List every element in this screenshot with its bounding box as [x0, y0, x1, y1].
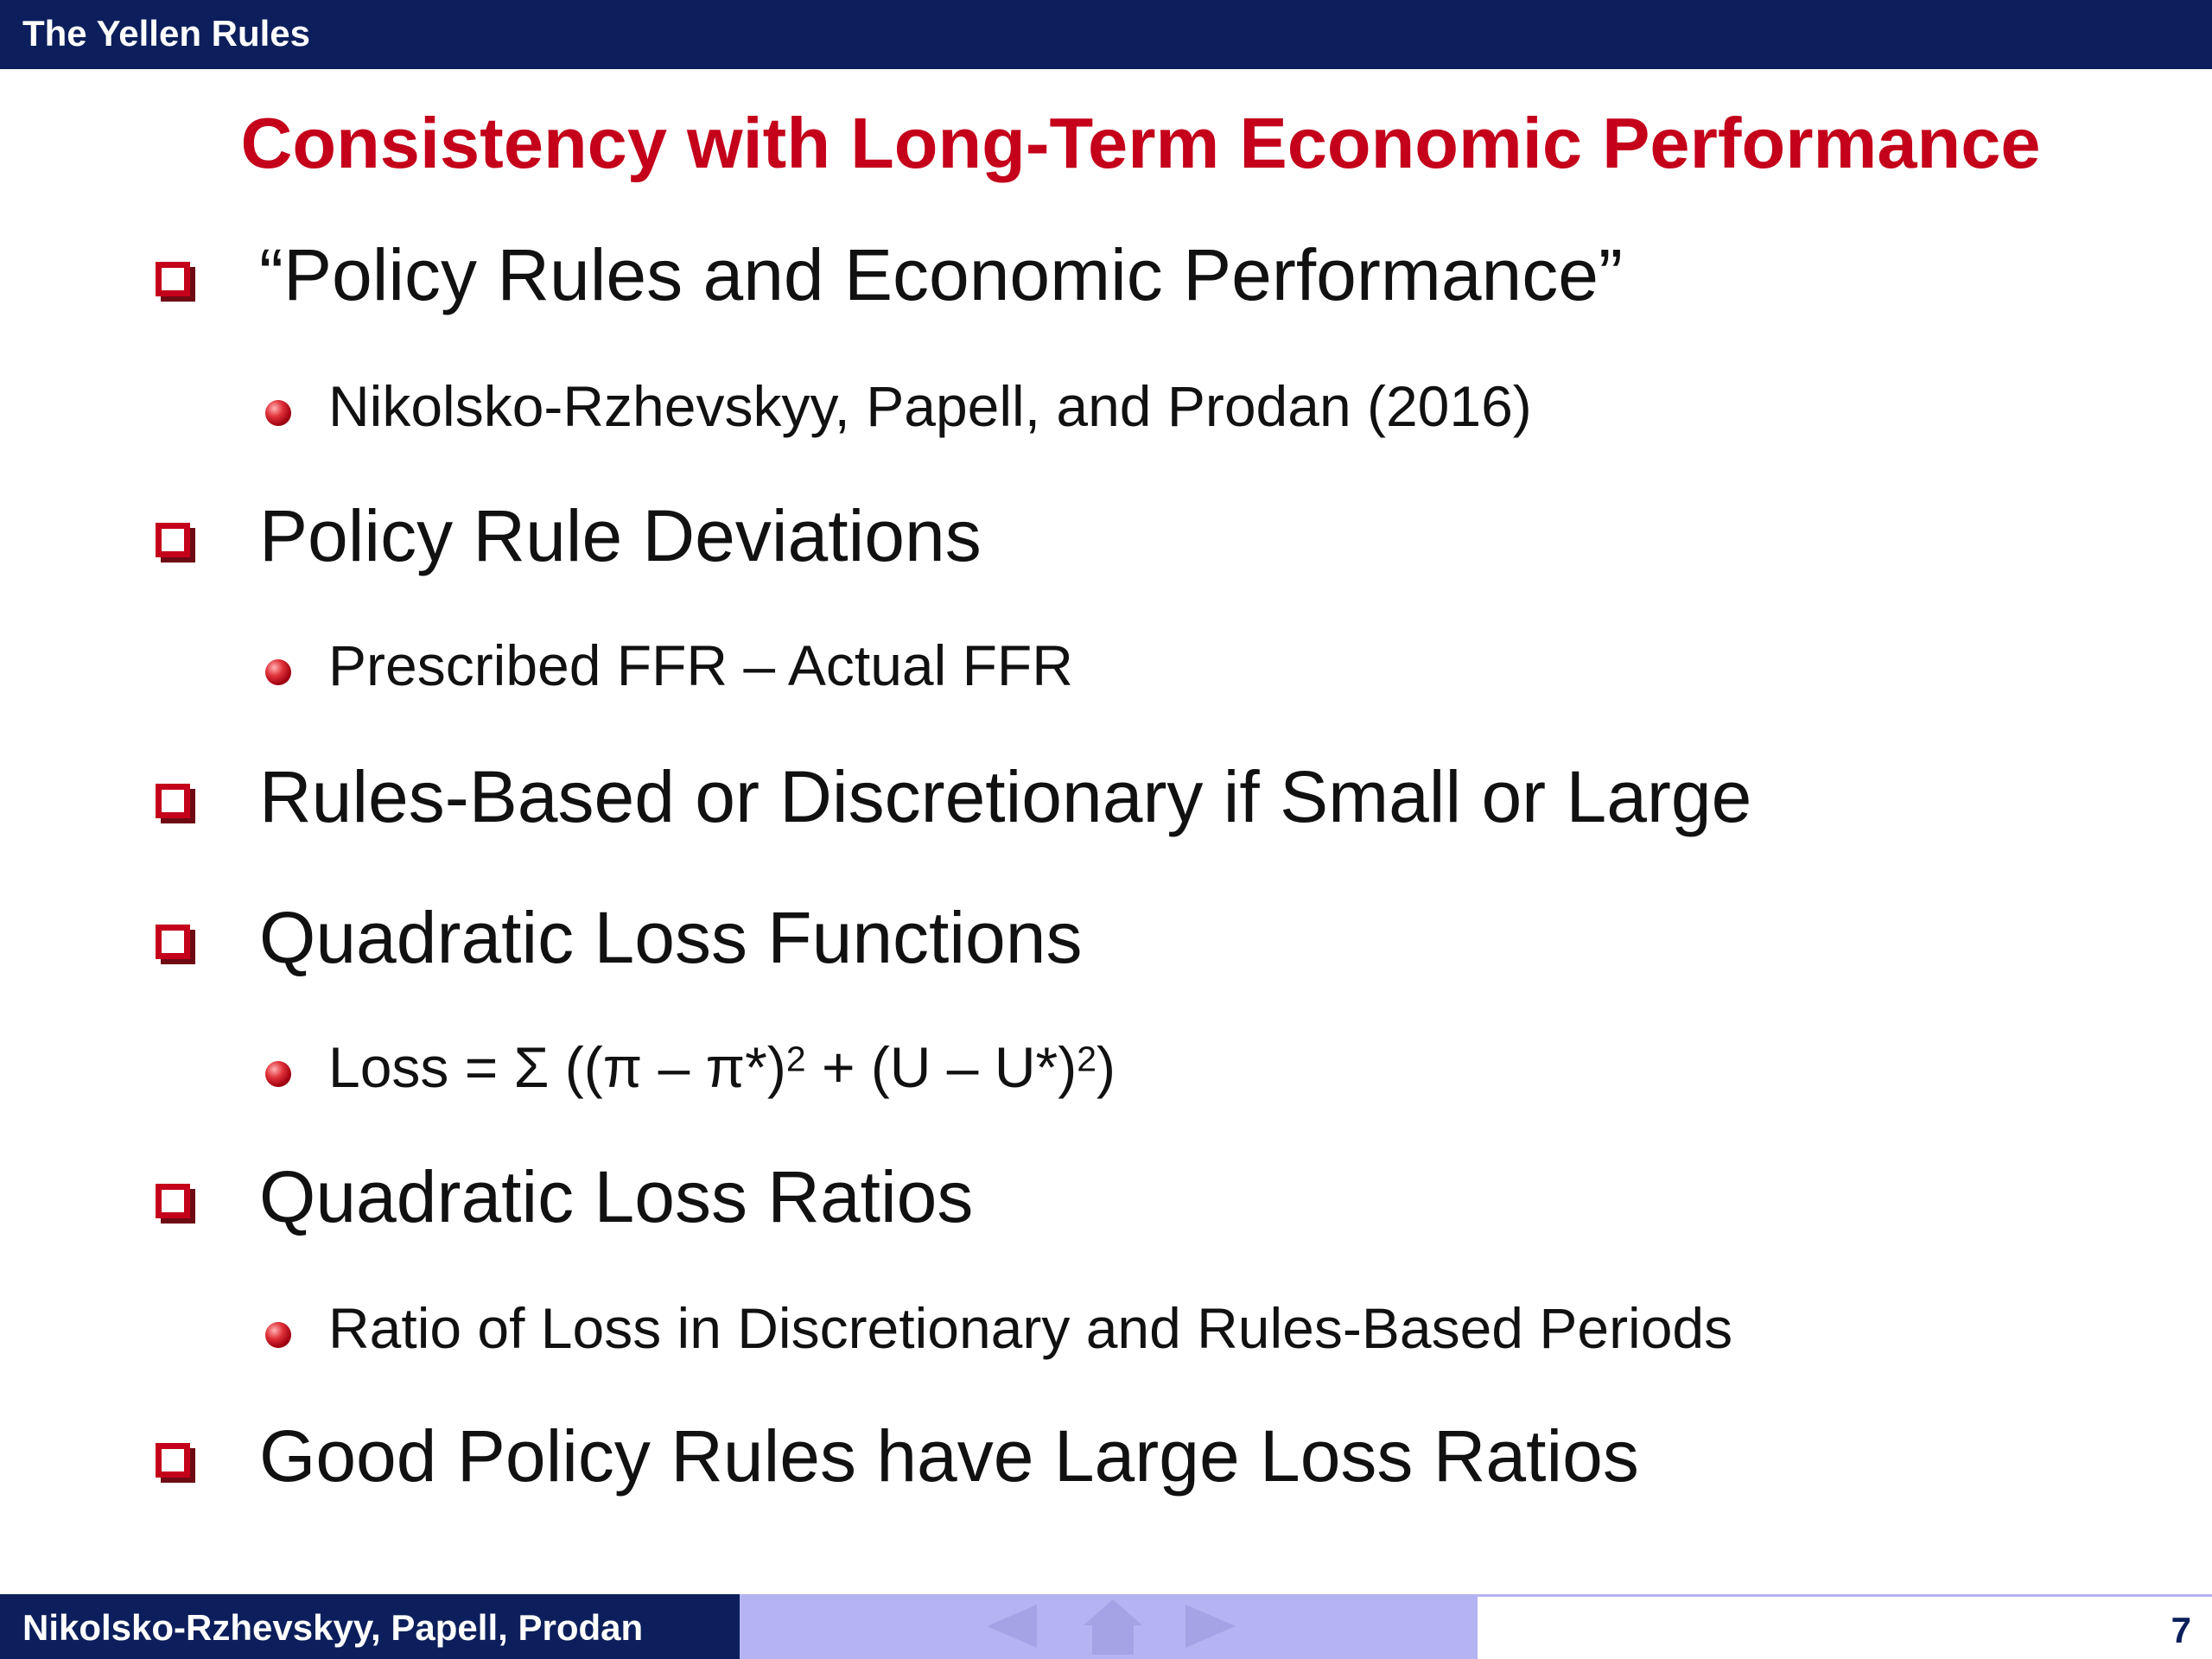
formula-exponent: 2	[1077, 1039, 1096, 1079]
slide-title: Consistency with Long-Term Economic Performance	[240, 103, 2041, 183]
square-bullet-icon	[156, 925, 190, 959]
sub-bullet-item: Prescribed FFR – Actual FFR	[328, 633, 1073, 697]
formula-exponent: 2	[785, 1039, 806, 1079]
footer-page-area	[1478, 1594, 2212, 1659]
sphere-bullet-icon	[265, 659, 291, 685]
bullet-item: Quadratic Loss Functions	[259, 897, 1083, 978]
bullet-item: Quadratic Loss Ratios	[259, 1156, 974, 1237]
sphere-bullet-icon	[265, 1322, 291, 1348]
square-bullet-icon	[156, 1443, 190, 1478]
formula-part: + (U – U*)	[805, 1035, 1077, 1099]
formula-part: )	[1096, 1035, 1116, 1099]
footer-authors: Nikolsko-Rzhevskyy, Papell, Prodan	[22, 1607, 644, 1648]
home-icon[interactable]	[1078, 1594, 1147, 1659]
bullet-item: Policy Rule Deviations	[259, 495, 982, 576]
square-bullet-icon	[156, 262, 190, 296]
square-bullet-icon	[156, 523, 190, 557]
bullet-item: Rules-Based or Discretionary if Small or Large	[259, 756, 1752, 837]
formula-part: Loss = Σ ((π – π*)	[328, 1035, 786, 1099]
square-bullet-icon	[156, 784, 190, 818]
arrow-right-icon[interactable]	[1179, 1594, 1243, 1659]
sub-bullet-item: Ratio of Loss in Discretionary and Rules-Based Periods	[328, 1296, 1733, 1360]
bullet-item: Good Policy Rules have Large Loss Ratios	[259, 1415, 1639, 1497]
deck-title: The Yellen Rules	[22, 13, 311, 54]
bullet-item: “Policy Rules and Economic Performance”	[259, 234, 1623, 315]
footer-authors-bar	[0, 1594, 740, 1659]
square-bullet-icon	[156, 1184, 190, 1218]
loss-formula	[328, 1033, 1116, 1102]
sub-bullet-item: Nikolsko-Rzhevskyy, Papell, and Prodan (2016)	[328, 374, 1532, 438]
sphere-bullet-icon	[265, 1061, 291, 1087]
arrow-left-icon[interactable]	[980, 1594, 1044, 1659]
footer-navigation	[740, 1594, 1478, 1659]
page-number: 7	[2171, 1610, 2191, 1650]
sphere-bullet-icon	[265, 400, 291, 426]
